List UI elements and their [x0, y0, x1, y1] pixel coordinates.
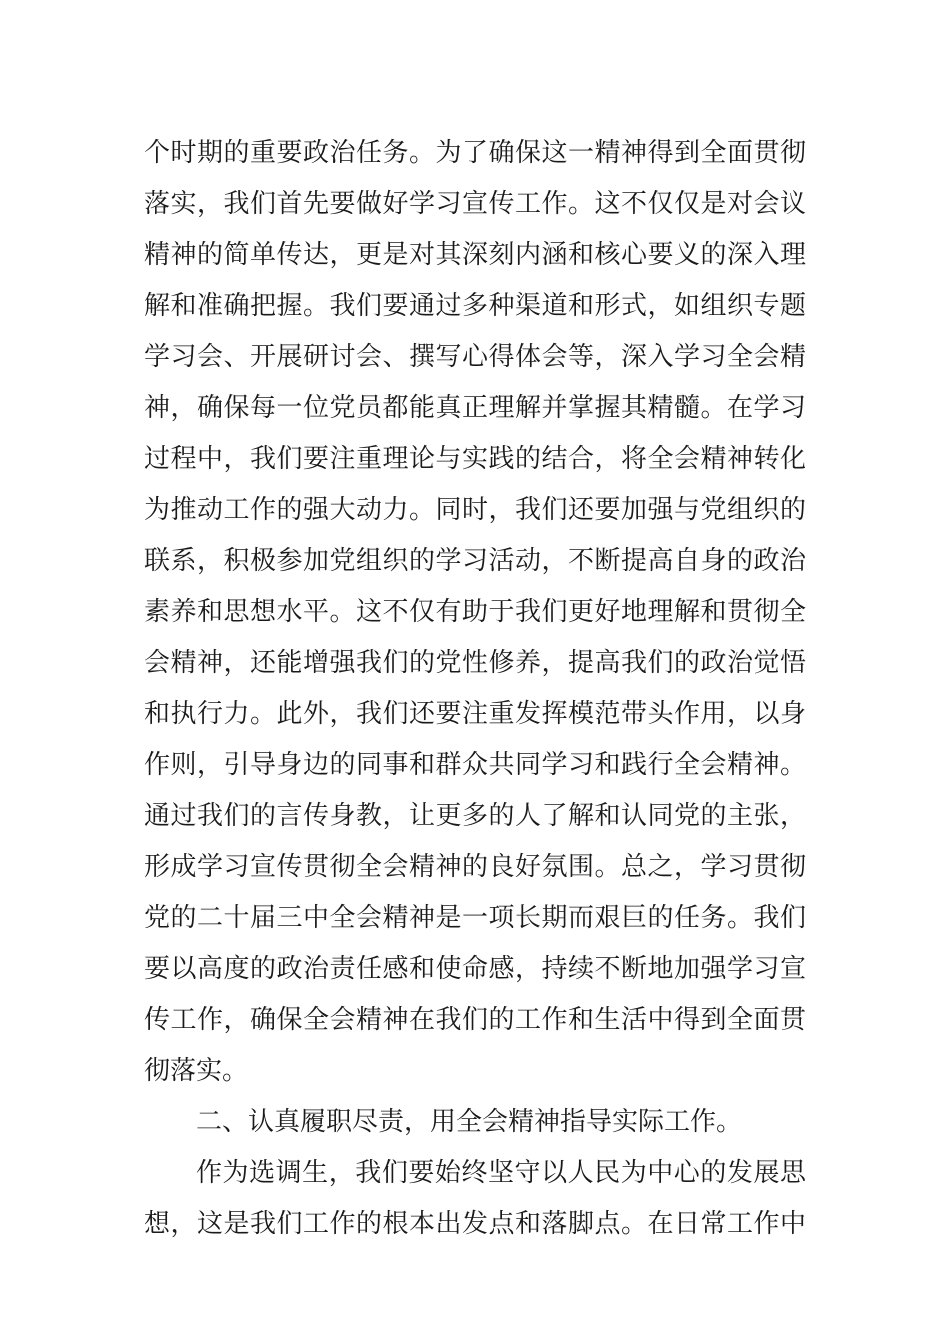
- text-line: 为推动工作的强大动力。同时，我们还要加强与党组织的: [144, 495, 806, 525]
- text-line: 想，这是我们工作的根本出发点和落脚点。在日常工作中: [144, 1209, 806, 1239]
- text-line: 彻落实。: [144, 1056, 249, 1086]
- text-line: 联系，积极参加党组织的学习活动，不断提高自身的政治: [144, 546, 806, 576]
- text-line: 传工作，确保全会精神在我们的工作和生活中得到全面贯: [144, 1005, 806, 1035]
- text-line: 精神的简单传达，更是对其深刻内涵和核心要义的深入理: [144, 240, 806, 270]
- text-line: 要以高度的政治责任感和使命感，持续不断地加强学习宣: [144, 954, 806, 984]
- text-line: 通过我们的言传身教，让更多的人了解和认同党的主张，: [144, 801, 806, 831]
- text-line: 作则，引导身边的同事和群众共同学习和践行全会精神。: [144, 750, 806, 780]
- section-heading: 二、认真履职尽责，用全会精神指导实际工作。: [196, 1107, 743, 1137]
- text-line: 学习会、开展研讨会、撰写心得体会等，深入学习全会精: [144, 342, 806, 372]
- text-line: 过程中，我们要注重理论与实践的结合，将全会精神转化: [144, 444, 806, 474]
- text-line: 落实，我们首先要做好学习宣传工作。这不仅仅是对会议: [144, 189, 806, 219]
- text-line: 素养和思想水平。这不仅有助于我们更好地理解和贯彻全: [144, 597, 806, 627]
- text-line: 作为选调生，我们要始终坚守以人民为中心的发展思: [196, 1158, 806, 1188]
- text-line: 神，确保每一位党员都能真正理解并掌握其精髓。在学习: [144, 393, 806, 423]
- text-line: 和执行力。此外，我们还要注重发挥模范带头作用，以身: [144, 699, 806, 729]
- text-line: 解和准确把握。我们要通过多种渠道和形式，如组织专题: [144, 291, 806, 321]
- text-line: 个时期的重要政治任务。为了确保这一精神得到全面贯彻: [144, 138, 806, 168]
- text-line: 党的二十届三中全会精神是一项长期而艰巨的任务。我们: [144, 903, 806, 933]
- text-line: 形成学习宣传贯彻全会精神的良好氛围。总之，学习贯彻: [144, 852, 806, 882]
- text-line: 会精神，还能增强我们的党性修养，提高我们的政治觉悟: [144, 648, 806, 678]
